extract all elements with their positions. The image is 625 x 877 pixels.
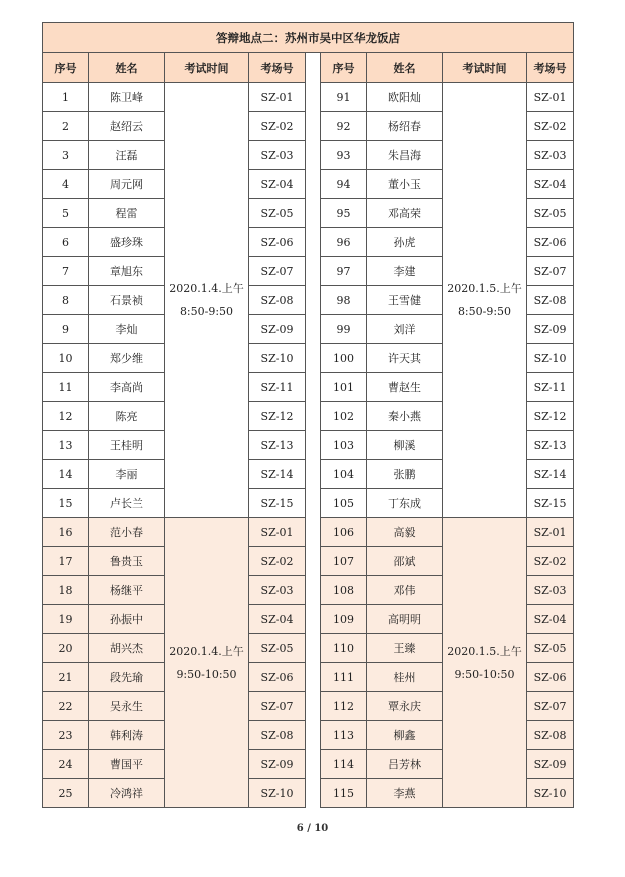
name-cell: 孙虎 bbox=[367, 228, 443, 257]
name-cell: 范小春 bbox=[89, 518, 165, 547]
exam-hours: 9:50-10:50 bbox=[454, 667, 515, 681]
room-cell: SZ-15 bbox=[249, 489, 306, 518]
name-cell: 覃永庆 bbox=[367, 692, 443, 721]
seq-cell: 18 bbox=[43, 576, 89, 605]
seq-cell: 23 bbox=[43, 721, 89, 750]
name-cell: 冷鸿祥 bbox=[89, 779, 165, 808]
name-cell: 王桂明 bbox=[89, 431, 165, 460]
name-cell: 吕芳林 bbox=[367, 750, 443, 779]
room-cell: SZ-11 bbox=[527, 373, 574, 402]
name-cell: 赵绍云 bbox=[89, 112, 165, 141]
header-time: 考试时间 bbox=[165, 53, 249, 83]
seq-cell: 114 bbox=[321, 750, 367, 779]
room-cell: SZ-09 bbox=[249, 315, 306, 344]
room-cell: SZ-07 bbox=[249, 692, 306, 721]
name-cell: 曹赵生 bbox=[367, 373, 443, 402]
room-cell: SZ-14 bbox=[527, 460, 574, 489]
room-cell: SZ-10 bbox=[249, 779, 306, 808]
name-cell: 章旭东 bbox=[89, 257, 165, 286]
room-cell: SZ-03 bbox=[249, 141, 306, 170]
room-cell: SZ-12 bbox=[527, 402, 574, 431]
room-cell: SZ-02 bbox=[249, 112, 306, 141]
name-cell: 王雪健 bbox=[367, 286, 443, 315]
seq-cell: 8 bbox=[43, 286, 89, 315]
room-cell: SZ-08 bbox=[527, 286, 574, 315]
name-cell: 曹国平 bbox=[89, 750, 165, 779]
exam-time-cell bbox=[443, 83, 527, 518]
name-cell: 高毅 bbox=[367, 518, 443, 547]
room-cell: SZ-07 bbox=[249, 257, 306, 286]
room-cell: SZ-06 bbox=[527, 663, 574, 692]
name-cell: 秦小燕 bbox=[367, 402, 443, 431]
room-cell: SZ-07 bbox=[527, 692, 574, 721]
seq-cell: 4 bbox=[43, 170, 89, 199]
room-cell: SZ-02 bbox=[527, 112, 574, 141]
name-cell: 杨继平 bbox=[89, 576, 165, 605]
name-cell: 段先瑜 bbox=[89, 663, 165, 692]
room-cell: SZ-12 bbox=[249, 402, 306, 431]
seq-cell: 106 bbox=[321, 518, 367, 547]
name-cell: 程雷 bbox=[89, 199, 165, 228]
seq-cell: 20 bbox=[43, 634, 89, 663]
name-cell: 韩利涛 bbox=[89, 721, 165, 750]
room-cell: SZ-09 bbox=[527, 750, 574, 779]
seq-cell: 111 bbox=[321, 663, 367, 692]
seq-cell: 22 bbox=[43, 692, 89, 721]
room-cell: SZ-02 bbox=[249, 547, 306, 576]
seq-cell: 24 bbox=[43, 750, 89, 779]
header-row bbox=[43, 53, 574, 83]
seq-cell: 92 bbox=[321, 112, 367, 141]
room-cell: SZ-04 bbox=[527, 170, 574, 199]
room-cell: SZ-10 bbox=[527, 779, 574, 808]
name-cell: 王臻 bbox=[367, 634, 443, 663]
exam-hours: 8:50-9:50 bbox=[179, 305, 234, 318]
column-gap bbox=[306, 53, 321, 808]
seq-cell: 109 bbox=[321, 605, 367, 634]
seq-cell: 12 bbox=[43, 402, 89, 431]
seq-cell: 110 bbox=[321, 634, 367, 663]
exam-date: 2020.1.4.上午 bbox=[169, 644, 244, 658]
room-cell: SZ-01 bbox=[527, 518, 574, 547]
header-room: 考场号 bbox=[249, 53, 306, 83]
header-seq: 序号 bbox=[321, 53, 367, 83]
name-cell: 汪磊 bbox=[89, 141, 165, 170]
room-cell: SZ-05 bbox=[527, 634, 574, 663]
name-cell: 张鹏 bbox=[367, 460, 443, 489]
seq-cell: 112 bbox=[321, 692, 367, 721]
room-cell: SZ-07 bbox=[527, 257, 574, 286]
room-cell: SZ-03 bbox=[527, 576, 574, 605]
name-cell: 胡兴杰 bbox=[89, 634, 165, 663]
seq-cell: 7 bbox=[43, 257, 89, 286]
room-cell: SZ-15 bbox=[527, 489, 574, 518]
seq-cell: 15 bbox=[43, 489, 89, 518]
seq-cell: 105 bbox=[321, 489, 367, 518]
exam-hours: 9:50-10:50 bbox=[176, 667, 237, 681]
room-cell: SZ-11 bbox=[249, 373, 306, 402]
name-cell: 邓伟 bbox=[367, 576, 443, 605]
room-cell: SZ-01 bbox=[527, 83, 574, 112]
name-cell: 董小玉 bbox=[367, 170, 443, 199]
name-cell: 李建 bbox=[367, 257, 443, 286]
seq-cell: 100 bbox=[321, 344, 367, 373]
name-cell: 邵斌 bbox=[367, 547, 443, 576]
name-cell: 吴永生 bbox=[89, 692, 165, 721]
schedule-table bbox=[42, 22, 574, 808]
room-cell: SZ-06 bbox=[527, 228, 574, 257]
header-time: 考试时间 bbox=[443, 53, 527, 83]
room-cell: SZ-08 bbox=[527, 721, 574, 750]
room-cell: SZ-04 bbox=[249, 170, 306, 199]
room-cell: SZ-08 bbox=[249, 286, 306, 315]
room-cell: SZ-08 bbox=[249, 721, 306, 750]
room-cell: SZ-03 bbox=[527, 141, 574, 170]
name-cell: 欧阳灿 bbox=[367, 83, 443, 112]
room-cell: SZ-02 bbox=[527, 547, 574, 576]
seq-cell: 9 bbox=[43, 315, 89, 344]
name-cell: 桂州 bbox=[367, 663, 443, 692]
room-cell: SZ-06 bbox=[249, 663, 306, 692]
seq-cell: 1 bbox=[43, 83, 89, 112]
name-cell: 高明明 bbox=[367, 605, 443, 634]
header-name: 姓名 bbox=[89, 53, 165, 83]
seq-cell: 104 bbox=[321, 460, 367, 489]
seq-cell: 107 bbox=[321, 547, 367, 576]
name-cell: 李燕 bbox=[367, 779, 443, 808]
name-cell: 朱昌海 bbox=[367, 141, 443, 170]
seq-cell: 91 bbox=[321, 83, 367, 112]
seq-cell: 5 bbox=[43, 199, 89, 228]
name-cell: 许天其 bbox=[367, 344, 443, 373]
seq-cell: 101 bbox=[321, 373, 367, 402]
seq-cell: 97 bbox=[321, 257, 367, 286]
page-number: 6 / 10 bbox=[296, 823, 329, 834]
name-cell: 柳鑫 bbox=[367, 721, 443, 750]
seq-cell: 17 bbox=[43, 547, 89, 576]
room-cell: SZ-05 bbox=[527, 199, 574, 228]
name-cell: 陈卫峰 bbox=[89, 83, 165, 112]
room-cell: SZ-01 bbox=[249, 518, 306, 547]
room-cell: SZ-13 bbox=[527, 431, 574, 460]
seq-cell: 25 bbox=[43, 779, 89, 808]
name-cell: 盛珍珠 bbox=[89, 228, 165, 257]
exam-hours: 8:50-9:50 bbox=[457, 305, 512, 318]
header-name: 姓名 bbox=[367, 53, 443, 83]
seq-cell: 16 bbox=[43, 518, 89, 547]
room-cell: SZ-09 bbox=[527, 315, 574, 344]
name-cell: 陈亮 bbox=[89, 402, 165, 431]
name-cell: 鲁贵玉 bbox=[89, 547, 165, 576]
seq-cell: 11 bbox=[43, 373, 89, 402]
room-cell: SZ-04 bbox=[249, 605, 306, 634]
seq-cell: 93 bbox=[321, 141, 367, 170]
seq-cell: 96 bbox=[321, 228, 367, 257]
seq-cell: 21 bbox=[43, 663, 89, 692]
seq-cell: 6 bbox=[43, 228, 89, 257]
name-cell: 刘洋 bbox=[367, 315, 443, 344]
title-row bbox=[43, 23, 574, 53]
name-cell: 李灿 bbox=[89, 315, 165, 344]
name-cell: 郑少维 bbox=[89, 344, 165, 373]
name-cell: 石景祯 bbox=[89, 286, 165, 315]
exam-time-cell bbox=[443, 518, 527, 808]
seq-cell: 10 bbox=[43, 344, 89, 373]
name-cell: 卢长兰 bbox=[89, 489, 165, 518]
room-cell: SZ-06 bbox=[249, 228, 306, 257]
room-cell: SZ-10 bbox=[249, 344, 306, 373]
seq-cell: 3 bbox=[43, 141, 89, 170]
room-cell: SZ-14 bbox=[249, 460, 306, 489]
name-cell: 孙振中 bbox=[89, 605, 165, 634]
exam-date: 2020.1.4.上午 bbox=[169, 282, 244, 295]
header-seq: 序号 bbox=[43, 53, 89, 83]
name-cell: 柳溪 bbox=[367, 431, 443, 460]
exam-time-cell bbox=[165, 83, 249, 518]
room-cell: SZ-13 bbox=[249, 431, 306, 460]
name-cell: 李丽 bbox=[89, 460, 165, 489]
seq-cell: 108 bbox=[321, 576, 367, 605]
name-cell: 杨绍春 bbox=[367, 112, 443, 141]
seq-cell: 98 bbox=[321, 286, 367, 315]
header-room: 考场号 bbox=[527, 53, 574, 83]
name-cell: 邓高荣 bbox=[367, 199, 443, 228]
exam-date: 2020.1.5.上午 bbox=[447, 282, 522, 295]
name-cell: 李高尚 bbox=[89, 373, 165, 402]
room-cell: SZ-04 bbox=[527, 605, 574, 634]
table-title: 答辩地点二：苏州市吴中区华龙饭店 bbox=[43, 23, 574, 53]
room-cell: SZ-05 bbox=[249, 199, 306, 228]
room-cell: SZ-03 bbox=[249, 576, 306, 605]
room-cell: SZ-05 bbox=[249, 634, 306, 663]
room-cell: SZ-09 bbox=[249, 750, 306, 779]
room-cell: SZ-01 bbox=[249, 83, 306, 112]
exam-time-cell bbox=[165, 518, 249, 808]
seq-cell: 103 bbox=[321, 431, 367, 460]
seq-cell: 115 bbox=[321, 779, 367, 808]
exam-date: 2020.1.5.上午 bbox=[447, 644, 522, 658]
seq-cell: 14 bbox=[43, 460, 89, 489]
seq-cell: 113 bbox=[321, 721, 367, 750]
seq-cell: 102 bbox=[321, 402, 367, 431]
name-cell: 丁东成 bbox=[367, 489, 443, 518]
seq-cell: 99 bbox=[321, 315, 367, 344]
seq-cell: 2 bbox=[43, 112, 89, 141]
seq-cell: 94 bbox=[321, 170, 367, 199]
name-cell: 周元网 bbox=[89, 170, 165, 199]
seq-cell: 19 bbox=[43, 605, 89, 634]
room-cell: SZ-10 bbox=[527, 344, 574, 373]
seq-cell: 13 bbox=[43, 431, 89, 460]
seq-cell: 95 bbox=[321, 199, 367, 228]
